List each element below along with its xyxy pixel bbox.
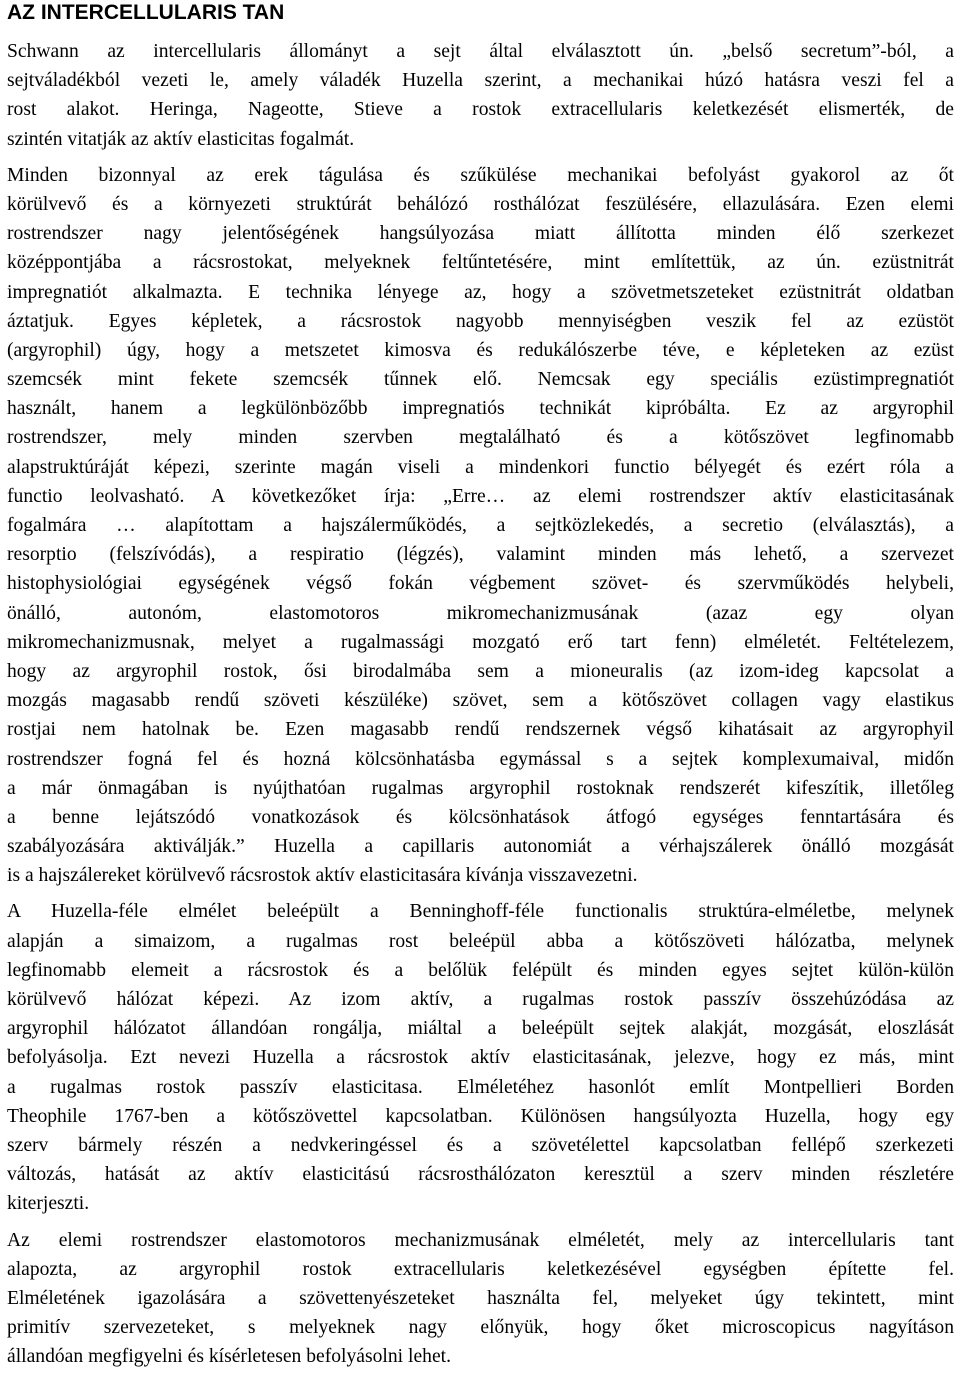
document-page xyxy=(7,0,954,1371)
paragraph-line: körülvevő hálózat képezi. Az izom aktív, a rugalmas rostok passzív összehúzódása az xyxy=(7,989,954,1010)
paragraph-line: alapstruktúráját képezi, szerinte magán viseli a mindenkori functio bélyegét és ezért róla a xyxy=(7,456,954,478)
paragraph-line: rostrendszer, mely minden szervben megtalálható és a kötőszövet legfinomabb xyxy=(7,427,954,449)
paragraph-line: rostrendszer fogná fel és hozná kölcsönhatásba egymással s a sejtek komplexumaival, midőn xyxy=(7,748,954,770)
paragraph-line: rost alakot. Heringa, Nageotte, Stieve a rostok extracellularis keletkezését elismerték, de xyxy=(7,99,954,121)
paragraph-line: Minden bizonnyal az erek tágulása és szűkülése mechanikai befolyást gyakorol az őt xyxy=(7,164,954,186)
paragraph-line: kiterjeszti. xyxy=(7,1193,90,1215)
paragraph-line: is a hajszálereket körülvevő rácsrostok aktív elasticitasára kívánja visszavezetni. xyxy=(7,865,638,887)
paragraph-line: áztatjuk. Egyes képletek, a rácsrostok nagyobb mennyiségben veszik fel az ezüstöt xyxy=(7,310,954,332)
paragraph-line: legfinomabb elemeit a rácsrostok és a belőlük felépült és minden egyes sejtet külön-külön xyxy=(7,959,954,981)
paragraph-line: hogy az argyrophil rostok, ősi birodalmába sem a mioneuralis (az izom-ideg kapcsolat a xyxy=(7,660,954,682)
paragraph-line: Theophile 1767-ben a kötőszövettel kapcsolatban. Különösen hangsúlyozta Huzella, hogy egy xyxy=(7,1105,954,1127)
paragraph-line: (argyrophil) úgy, hogy a metszetet kimosva és redukálószerbe téve, e képleteken az ezüst xyxy=(7,339,954,361)
paragraph-line: mozgás magasabb rendű szöveti készüléke) szövet, sem a kötőszövet collagen vagy elastikus xyxy=(7,690,954,712)
paragraph-line: Elméletének igazolására a szövettenyészeteket használta fel, melyeket úgy tekintett, mint xyxy=(7,1287,954,1309)
paragraph-line: szabályozására aktiválják.” Huzella a capillaris autonomiát a vérhajszálerek önálló mozgását xyxy=(7,836,954,858)
paragraph-line: mikromechanizmusnak, melyet a rugalmassági mozgató erő tart fenn) elméletét. Feltételezem, xyxy=(7,631,954,653)
paragraph-line: functio leolvasható. A következőket írja: „Erre… az elemi rostrendszer aktív elasticitasának xyxy=(7,485,954,507)
paragraph-line: használt, hanem a legkülönbözőbb impregnatiós technikát kipróbálta. Ez az argyrophil xyxy=(7,398,954,420)
paragraph-2 xyxy=(7,161,954,891)
paragraph-line: önálló, autonóm, elastomotoros mikromechanizmusának (azaz egy olyan xyxy=(7,602,954,624)
paragraph-line: A Huzella-féle elmélet beleépült a Benninghoff-féle functionalis struktúra-elméletbe, melynek xyxy=(7,901,954,923)
paragraph-line: resorptio (felszívódás), a respiratio (légzés), valamint minden más lehető, a szervezet xyxy=(7,544,954,566)
paragraph-line: a rugalmas rostok passzív elasticitasa. Elméletéhez hasonlót említ Montpellieri Borden xyxy=(7,1076,954,1098)
paragraph-line: fogalmára … alapítottam a hajszálerműködés, a sejtközlekedés, a secretio (elválasztás), a xyxy=(7,515,954,536)
paragraph-4 xyxy=(7,1226,954,1372)
paragraph-line: argyrophil hálózatot állandóan rongálja, miáltal a beleépült sejtek alakját, mozgását, eloszlását xyxy=(7,1018,954,1040)
paragraph-line: középpontjába a rácsrostokat, melyeknek feltűntetésére, mint említettük, az ún. ezüstnitrát xyxy=(7,252,954,274)
document-heading: AZ INTERCELLULARIS TAN xyxy=(7,1,285,24)
paragraph-line: szerv bármely részén a nedvkeringéssel és a szövetélettel kapcsolatban fellépő szerkezeti xyxy=(7,1134,954,1156)
paragraph-3 xyxy=(7,897,954,1218)
paragraph-line: befolyásolja. Ezt nevezi Huzella a rácsrostok aktív elasticitasának, jelezve, hogy ez más, mint xyxy=(7,1047,954,1069)
paragraph-line: szemcsék mint fekete szemcsék tűnnek elő. Nemcsak egy speciális ezüstimpregnatiót xyxy=(7,369,954,391)
paragraph-line: a benne lejátszódó vonatkozások és kölcsönhatások átfogó egységes fenntartására és xyxy=(7,806,954,828)
paragraph-line: szintén vitatják az aktív elasticitas fogalmát. xyxy=(7,128,355,150)
paragraph-1 xyxy=(7,37,954,154)
paragraph-line: sejtváladékból vezeti le, amely váladék Huzella szerint, a mechanikai húzó hatásra veszi fel a xyxy=(7,70,954,92)
paragraph-line: rostrendszer nagy jelentőségének hangsúlyozása miatt állította minden élő szerkezet xyxy=(7,223,954,245)
paragraph-line: alapján a simaizom, a rugalmas rost beleépül abba a kötőszöveti hálózatba, melynek xyxy=(7,930,954,952)
paragraph-line: körülvevő és a környezeti struktúrát behálózó rosthálózat feszülésére, ellazulására. Ezen elemi xyxy=(7,193,954,215)
paragraph-line: impregnatiót alkalmazta. E technika lényege az, hogy a szövetmetszeteket ezüstnitrát oldatban xyxy=(7,281,954,303)
paragraph-line: a már önmagában is nyújthatóan rugalmas argyrophil rostoknak rendszerét kifeszítik, illetőleg xyxy=(7,777,954,799)
paragraph-line: histophysiológiai egységének végső fokán végbement szövet- és szervműködés helybeli, xyxy=(7,573,954,595)
paragraph-line: Az elemi rostrendszer elastomotoros mechanizmusának elméletét, mely az intercellularis tant xyxy=(7,1229,954,1251)
paragraph-line: Schwann az intercellularis állományt a sejt által elválasztott ún. „belső secretum”-ból, a xyxy=(7,41,954,62)
paragraph-line: rostjai nem hatolnak be. Ezen magasabb rendű rendszernek végső kihatásait az argyrophyil xyxy=(7,719,954,741)
paragraph-line: alapozta, az argyrophil rostok extracellularis keletkezésével egységben építette fel. xyxy=(7,1258,954,1280)
paragraph-line: állandóan megfigyelni és kísérletesen befolyásolni lehet. xyxy=(7,1346,451,1368)
paragraph-line: változás, hatását az aktív elasticitású rácsrosthálózaton keresztül a szerv minden részletére xyxy=(7,1164,954,1186)
paragraph-line: primitív szervezeteket, s melyeknek nagy előnyük, hogy őket microscopicus nagyításon xyxy=(7,1317,954,1339)
